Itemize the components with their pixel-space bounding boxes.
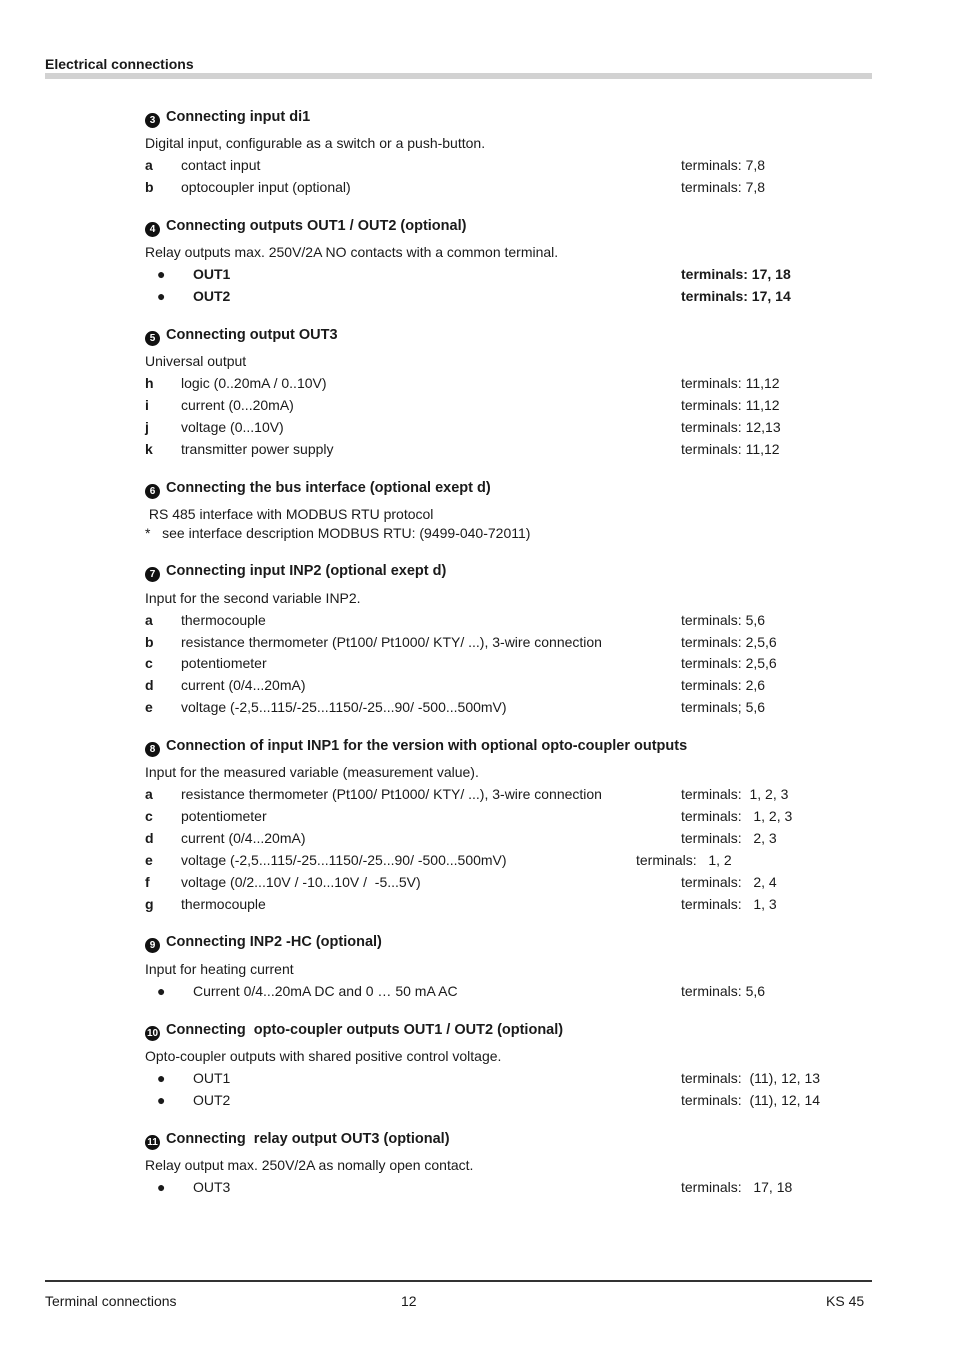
row-text: current (0/4...20mA) [181, 830, 306, 846]
section-number-badge: 8 [145, 742, 160, 757]
row-label: b [145, 179, 154, 195]
section-6-line-1: RS 485 interface with MODBUS RTU protocol [145, 506, 434, 522]
row-text: OUT1 [193, 1070, 231, 1086]
row-text: resistance thermometer (Pt100/ Pt1000/ KTY/ ...), 3-wire connection [181, 786, 602, 802]
section-5-heading [145, 326, 338, 346]
row-label: g [145, 896, 154, 912]
section-6-heading [145, 479, 491, 499]
section-8-intro: Input for the measured variable (measurement value). [145, 764, 479, 780]
section-number-badge: 4 [145, 222, 160, 237]
row-text: voltage (0/2...10V / -10...10V / -5...5V) [181, 874, 421, 890]
section-4-title: Connecting outputs OUT1 / OUT2 (optional) [166, 218, 467, 234]
row-terminals: terminals: 2, 3 [681, 830, 777, 846]
row-text: Current 0/4...20mA DC and 0 … 50 mA AC [193, 983, 458, 999]
section-9-heading [145, 933, 382, 953]
row-terminals: terminals: 17, 18 [681, 266, 791, 282]
page-number: 12 [401, 1293, 417, 1309]
section-11-title: Connecting relay output OUT3 (optional) [166, 1131, 450, 1147]
row-terminals: terminals: 17, 18 [681, 1179, 793, 1195]
row-text: OUT2 [193, 1092, 231, 1108]
row-terminals: terminals: 7,8 [681, 157, 766, 173]
section-number-badge: 5 [145, 331, 160, 346]
row-label: d [145, 677, 154, 693]
row-terminals: terminals: 12,13 [681, 419, 781, 435]
section-11-intro: Relay output max. 250V/2A as nomally open contact. [145, 1157, 474, 1173]
bullet: ● [157, 266, 166, 282]
row-text: thermocouple [181, 896, 266, 912]
row-label: c [145, 655, 153, 671]
row-label: a [145, 786, 153, 802]
row-label: c [145, 808, 153, 824]
section-number-badge: 6 [145, 484, 160, 499]
section-6-title: Connecting the bus interface (optional exept d) [166, 480, 491, 496]
row-terminals: terminals; 5,6 [681, 699, 766, 715]
bullet: ● [157, 1092, 166, 1108]
section-10-heading [145, 1021, 563, 1041]
row-text: transmitter power supply [181, 441, 334, 457]
section-number-badge: 10 [146, 1028, 159, 1039]
row-text: potentiometer [181, 655, 267, 671]
row-terminals: terminals: 1, 2, 3 [681, 786, 789, 802]
footer-product-name: KS 45 [826, 1293, 865, 1309]
row-text: resistance thermometer (Pt100/ Pt1000/ KTY/ ...), 3-wire connection [181, 634, 602, 650]
footer-section-name: Terminal connections [45, 1293, 177, 1309]
row-label: j [145, 419, 149, 435]
page-header-title: Electrical connections [45, 56, 194, 72]
row-terminals: terminals: 11,12 [681, 375, 780, 391]
row-label: d [145, 830, 154, 846]
section-number-badge: 7 [145, 567, 160, 582]
row-text: voltage (-2,5...115/-25...1150/-25...90/ -500...500mV) [181, 852, 507, 868]
section-7-heading [145, 562, 446, 582]
section-10-title: Connecting opto-coupler outputs OUT1 / OUT2 (optional) [166, 1022, 564, 1038]
row-label: e [145, 699, 153, 715]
section-number-badge: 9 [145, 938, 160, 953]
section-number-badge: 11 [145, 1135, 160, 1150]
row-terminals: terminals: 11,12 [681, 441, 780, 457]
section-6-line-2: * see interface description MODBUS RTU: (9499-040-72011) [145, 525, 531, 541]
section-11-heading [145, 1130, 450, 1150]
bullet: ● [157, 1179, 166, 1195]
row-text: OUT3 [193, 1179, 231, 1195]
bullet: ● [157, 983, 166, 999]
row-text: optocoupler input (optional) [181, 179, 351, 195]
row-terminals: terminals: 2, 4 [681, 874, 777, 890]
section-9-title: Connecting INP2 -HC (optional) [166, 934, 382, 950]
section-5-title: Connecting output OUT3 [166, 327, 338, 343]
section-8-title: Connection of input INP1 for the version with optional opto-coupler outputs [166, 738, 688, 754]
row-text: voltage (0...10V) [181, 419, 284, 435]
row-terminals: terminals: 1, 3 [681, 896, 777, 912]
footer-rule [45, 1280, 872, 1282]
row-label: b [145, 634, 154, 650]
row-terminals: terminals: (11), 12, 13 [681, 1070, 821, 1086]
section-4-heading [145, 217, 466, 237]
row-text: thermocouple [181, 612, 266, 628]
section-8-heading [145, 737, 687, 757]
row-terminals: terminals: 11,12 [681, 397, 780, 413]
row-text: contact input [181, 157, 261, 173]
row-text: voltage (-2,5...115/-25...1150/-25...90/ -500...500mV) [181, 699, 507, 715]
section-7-title: Connecting input INP2 (optional exept d) [166, 563, 447, 579]
row-terminals: terminals: 1, 2, 3 [681, 808, 793, 824]
row-label: a [145, 612, 153, 628]
section-3-title: Connecting input di1 [166, 109, 311, 125]
row-text: current (0...20mA) [181, 397, 294, 413]
row-text: current (0/4...20mA) [181, 677, 306, 693]
row-label: k [145, 441, 153, 457]
row-text: potentiometer [181, 808, 267, 824]
row-label: e [145, 852, 153, 868]
row-label: f [145, 874, 150, 890]
row-text: OUT1 [193, 266, 231, 282]
row-terminals: terminals: (11), 12, 14 [681, 1092, 821, 1108]
section-3-intro: Digital input, configurable as a switch or a push-button. [145, 135, 486, 151]
header-rule [45, 73, 872, 79]
row-terminals: terminals: 2,5,6 [681, 655, 777, 671]
row-text: logic (0..20mA / 0..10V) [181, 375, 327, 391]
row-label: a [145, 157, 153, 173]
row-terminals: terminals: 2,5,6 [681, 634, 777, 650]
row-terminals: terminals: 5,6 [681, 983, 766, 999]
bullet: ● [157, 1070, 166, 1086]
section-number-badge: 3 [145, 113, 160, 128]
row-label: h [145, 375, 154, 391]
row-label: i [145, 397, 149, 413]
section-7-intro: Input for the second variable INP2. [145, 590, 361, 606]
row-text: OUT2 [193, 288, 231, 304]
section-10-intro: Opto-coupler outputs with shared positive control voltage. [145, 1048, 502, 1064]
row-terminals: terminals: 7,8 [681, 179, 766, 195]
row-terminals: terminals: 5,6 [681, 612, 766, 628]
section-5-intro: Universal output [145, 353, 247, 369]
bullet: ● [157, 288, 166, 304]
row-terminals: terminals: 1, 2 [636, 852, 732, 868]
section-4-intro: Relay outputs max. 250V/2A NO contacts with a common terminal. [145, 244, 559, 260]
section-3-heading [145, 108, 310, 128]
row-terminals: terminals: 2,6 [681, 677, 766, 693]
row-terminals: terminals: 17, 14 [681, 288, 791, 304]
section-9-intro: Input for heating current [145, 961, 294, 977]
